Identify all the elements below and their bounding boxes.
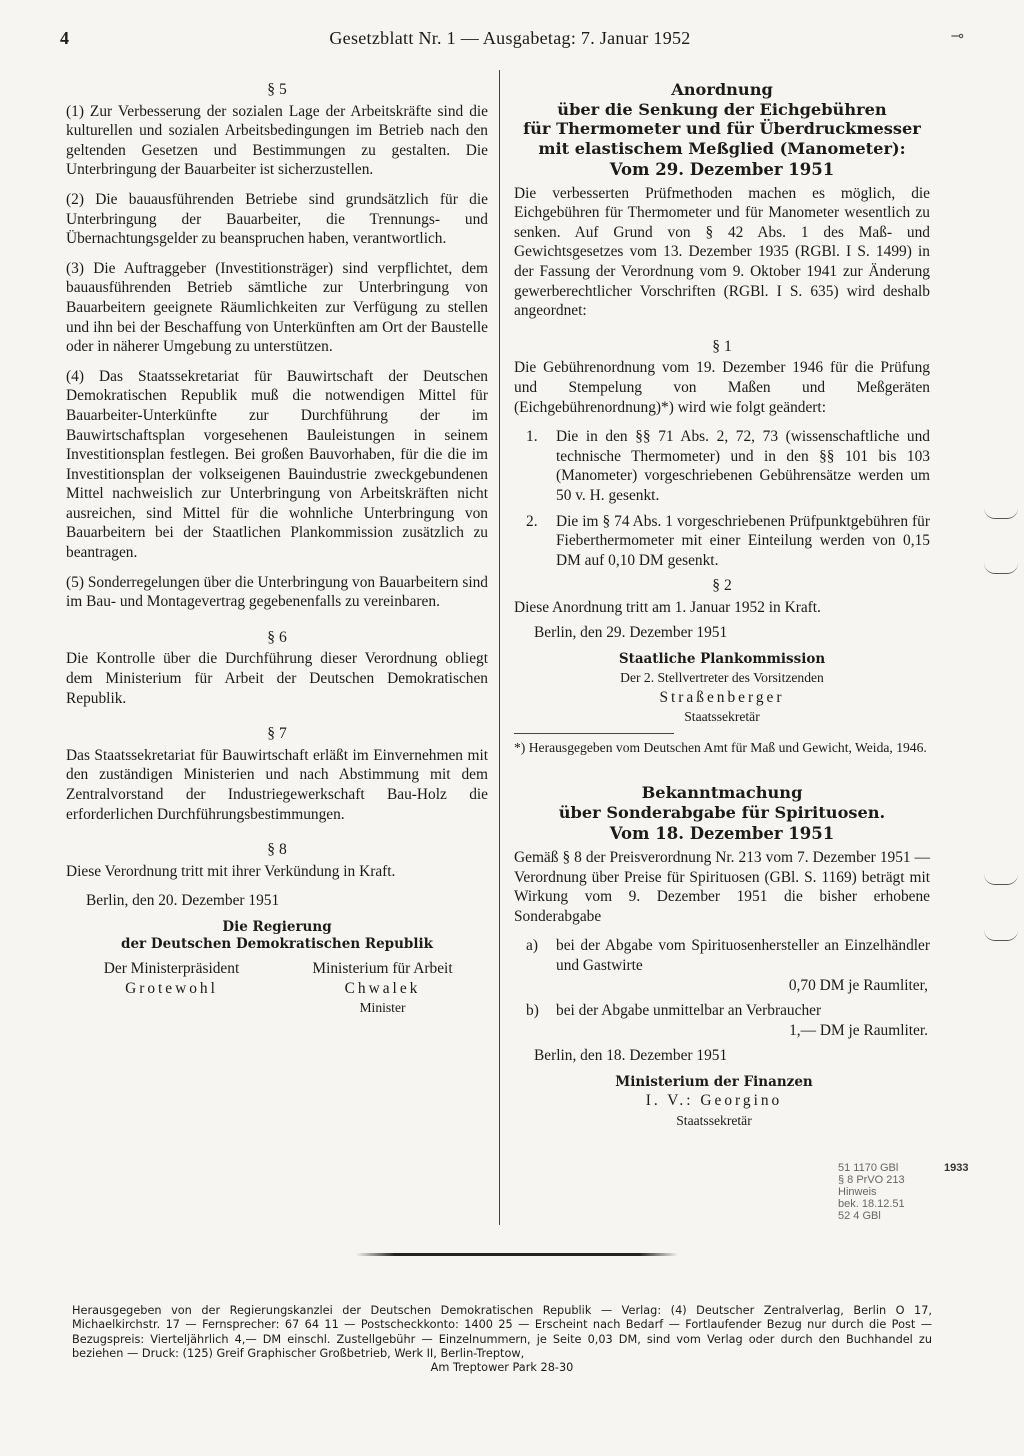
order-section-2-text: Diese Anordnung tritt am 1. Januar 1952 in Kraft. bbox=[514, 598, 821, 616]
section-8-text: Diese Verordnung tritt mit ihrer Verkündung in Kraft. bbox=[66, 862, 396, 880]
margin-tick-icon bbox=[984, 874, 1018, 885]
order-deputy: Der 2. Stellvertreter des Vorsitzenden bbox=[620, 670, 824, 686]
list-number: 2. bbox=[526, 512, 538, 530]
order-title-1: Anordnung bbox=[671, 80, 773, 99]
signature-title: Ministerium für Arbeit bbox=[312, 959, 453, 977]
government-line-2: der Deutschen Demokratischen Republik bbox=[121, 935, 433, 952]
section-6-text: Die Kontrolle über die Durchführung dieser Verordnung obliegt dem Ministerium für Arbeit der Deutschen Demokratischen Republik. bbox=[66, 650, 488, 707]
margin-tick-icon bbox=[984, 508, 1018, 519]
order-date: Vom 29. Dezember 1951 bbox=[609, 160, 835, 179]
signature-name: Chwalek bbox=[344, 979, 421, 997]
imprint-text: Herausgegeben von der Regierungskanzlei der Deutschen Demokratischen Republik — Verlag: (4) Deutscher Zentralverlag, Berlin O 17, Michaelkirchstr. 17 — Fernsprecher: 67 64 11 — Postscheckkonto: 1400 25 — Erscheint nach Bedarf — Fortlaufender Bezug nur durch die Post — Bezugspreis: Vierteljährlich 4,— DM einschl. Zustellgebühr — Einzelnummern, je Seite 0,03 DM, sind vom Verlag oder durch den Buchhandel zu beziehen — Druck: (125) Greif Graphischer Großbetrieb, Werk II, Berlin-Treptow, bbox=[72, 1304, 932, 1360]
order-title-4: mit elastischem Meßglied (Manometer): bbox=[538, 138, 906, 158]
section-5-paragraph-3: (3) Die Auftraggeber (Investitionsträger) sind verpflichtet, dem bauausführenden Betrieb sämtliche zur Unterbringung von Bauarbeitern geeignete Räumlichkeiten zur Verfügung zu stellen und ihn bei der Beschaffung von Unterkünften am Ort der Baustelle oder in näherer Umgebung zu unterstützen. bbox=[66, 259, 488, 356]
signature-role: Minister bbox=[359, 1000, 406, 1016]
order-signatory-role: Staatssekretär bbox=[684, 709, 760, 725]
right-column bbox=[514, 80, 930, 1130]
archive-stamp bbox=[838, 1162, 969, 1222]
notice-signatory: I. V.: Georgino bbox=[645, 1091, 783, 1109]
notice-intro: Gemäß § 8 der Preisverordnung Nr. 213 vom 7. Dezember 1951 — Verordnung über Preise für Spirituosen (GBl. S. 1169) beträgt mit Wirkung vom 9. Dezember 1951 die bisher erhobene Sonderabgabe bbox=[514, 849, 930, 925]
list-text bbox=[556, 936, 930, 995]
signature-row bbox=[66, 959, 488, 1018]
left-column bbox=[66, 80, 488, 1018]
list-text: Die im § 74 Abs. 1 vorgeschriebenen Prüfpunktgebühren für Fieberthermometer mit einer Einteilung werden von 0,15 DM auf 0,10 DM gesenkt. bbox=[556, 512, 930, 569]
notice-date: Vom 18. Dezember 1951 bbox=[609, 824, 835, 844]
section-5-heading: § 5 bbox=[267, 81, 287, 98]
list-text-body: bei der Abgabe vom Spirituosenhersteller an Einzelhändler und Gastwirte bbox=[556, 937, 930, 974]
stamp-line: § 8 PrVO 213 bbox=[838, 1174, 905, 1186]
order-intro: Die verbesserten Prüfmethoden machen es möglich, die Eichgebühren für Thermometer und für Manometer wesentlich zu senken. Auf Grund von § 42 Abs. 1 des Maß- und Gewichtsgesetzes vom 13. Dezember 1935 (RGBl. I S. 1499) in der Fassung der Verordnung vom 9. Oktober 1941 zur Änderung gewerberechtlicher Vorschriften (RGBl. I S. 635) wird deshalb angeordnet: bbox=[514, 184, 930, 320]
stamp-side-number: 1933 bbox=[944, 1162, 969, 1174]
imprint-address: Am Treptower Park 28-30 bbox=[430, 1361, 574, 1375]
signature-name: Grotewohl bbox=[125, 979, 218, 997]
list-item bbox=[514, 427, 930, 505]
notice-authority: Ministerium der Finanzen bbox=[615, 1073, 813, 1090]
list-label: b) bbox=[526, 1002, 539, 1020]
notice-place-date: Berlin, den 18. Dezember 1951 bbox=[534, 1047, 728, 1065]
order-signatory: Straßenberger bbox=[659, 688, 785, 706]
bottom-rule bbox=[356, 1253, 678, 1256]
page-number: 4 bbox=[60, 28, 69, 48]
signature-ministry bbox=[277, 959, 488, 1018]
margin-mark-icon: ⊸ bbox=[950, 28, 964, 45]
section-6-heading: § 6 bbox=[267, 628, 287, 646]
column-divider bbox=[499, 70, 500, 1225]
running-head: Gesetzblatt Nr. 1 — Ausgabetag: 7. Januar 1952 bbox=[329, 28, 691, 48]
section-5-paragraph-5: (5) Sonderregelungen über die Unterbringung von Bauarbeitern sind im Bau- und Montagevertrag gegebenenfalls zu vereinbaren. bbox=[66, 573, 488, 611]
section-8-heading: § 8 bbox=[267, 841, 287, 859]
list-item bbox=[514, 1001, 930, 1040]
margin-tick-icon bbox=[984, 930, 1018, 941]
list-text-body: bei der Abgabe unmittelbar an Verbraucher bbox=[556, 1002, 822, 1020]
list-item bbox=[514, 512, 930, 571]
notice-title-1: Bekanntmachung bbox=[641, 783, 803, 803]
section-7-text: Das Staatssekretariat für Bauwirtschaft erläßt im Einvernehmen mit den zuständigen Ministerien und nach Abstimmung mit dem Zentralvorstand der Industriegewerkschaft Bau-Holz die erforderlichen Durchführungsbestimmungen. bbox=[66, 746, 488, 823]
signature-prime-minister bbox=[66, 959, 277, 1018]
order-place-date: Berlin, den 29. Dezember 1951 bbox=[534, 624, 728, 642]
stamp-line: Hinweis bbox=[838, 1186, 877, 1198]
order-title-2: über die Senkung der Eichgebühren bbox=[557, 99, 887, 119]
list-text: Die in den §§ 71 Abs. 2, 72, 73 (wissenschaftliche und technische Thermometer) und in den §§ 101 bis 103 (Manometer) vorgeschriebenen Gebührensätze werden um 50 v. H. gesenkt. bbox=[556, 428, 930, 504]
signature-title: Der Ministerpräsident bbox=[103, 959, 240, 977]
order-authority: Staatliche Plankommission bbox=[618, 651, 826, 668]
imprint bbox=[72, 1304, 932, 1375]
stamp-line: 51 1170 GBl bbox=[838, 1162, 899, 1174]
notice-signature bbox=[564, 1074, 864, 1130]
place-date: Berlin, den 20. Dezember 1951 bbox=[86, 892, 280, 910]
order-section-2-heading: § 2 bbox=[712, 577, 732, 595]
section-5-paragraph-4: (4) Das Staatssekretariat für Bauwirtschaft der Deutschen Demokratischen Republik muß die notwendigen Mittel für Bauarbeiter-Unterkünfte zur Durchführung der im Bauwirtschaftsplan vorgesehenen Bauleistungen in seinem Investitionsplan festlegen. Bei großen Bauvorhaben, für die die im Investitionsplan der volkseigenen Bauindustrie zweckgebundenen Mittel nachweislich zur Unterbringung von Arbeitskräften nicht ausreichen, sind Mittel für die wohnliche Unterbringung von Bauarbeitern bei der Staatlichen Plankommission zusätzlich zu beantragen. bbox=[66, 367, 488, 562]
list-item bbox=[514, 936, 930, 995]
stamp-line: bek. 18.12.51 bbox=[838, 1198, 905, 1210]
order-section-1-heading: § 1 bbox=[712, 337, 732, 355]
footnote: *) Herausgegeben vom Deutschen Amt für Maß und Gewicht, Weida, 1946. bbox=[514, 739, 927, 755]
section-5-paragraph-2: (2) Die bauausführenden Betriebe sind grundsätzlich für die Unterbringung der Bauarbeiter, die Trennungs- und Übernachtungsgelder zu beanspruchen haben, verantwortlich. bbox=[66, 190, 488, 248]
list-amount: 1,— DM je Raumliter. bbox=[789, 1021, 928, 1039]
stamp-line: 52 4 GBl bbox=[838, 1210, 881, 1222]
list-amount: 0,70 DM je Raumliter, bbox=[788, 976, 928, 994]
list-number: 1. bbox=[526, 428, 538, 446]
list-text bbox=[556, 1001, 930, 1040]
notice-signatory-role: Staatssekretär bbox=[676, 1112, 752, 1128]
section-7-heading: § 7 bbox=[267, 725, 287, 743]
margin-tick-icon bbox=[984, 563, 1018, 574]
order-section-1-text: Die Gebührenordnung vom 19. Dezember 1946 für die Prüfung und Stempelung von Maßen und Meßgeräten (Eichgebührenordnung)*) wird wie folgt geändert: bbox=[514, 359, 930, 416]
order-title-3: für Thermometer und für Überdruckmesser bbox=[523, 119, 921, 138]
list-label: a) bbox=[526, 937, 538, 955]
page-header bbox=[60, 28, 964, 54]
government-line-1: Die Regierung bbox=[222, 918, 332, 935]
section-5-paragraph-1: (1) Zur Verbesserung der sozialen Lage der Arbeitskräfte sind die kulturellen und sozialen Arbeitsbedingungen im Betrieb nach den geltenden Gesetzen und Bestimmungen zu gestalten. Die Unterbringung der Bauarbeiter ist sicherzustellen. bbox=[66, 102, 488, 179]
notice-title-2: über Sonderabgabe für Spirituosen. bbox=[558, 802, 886, 822]
